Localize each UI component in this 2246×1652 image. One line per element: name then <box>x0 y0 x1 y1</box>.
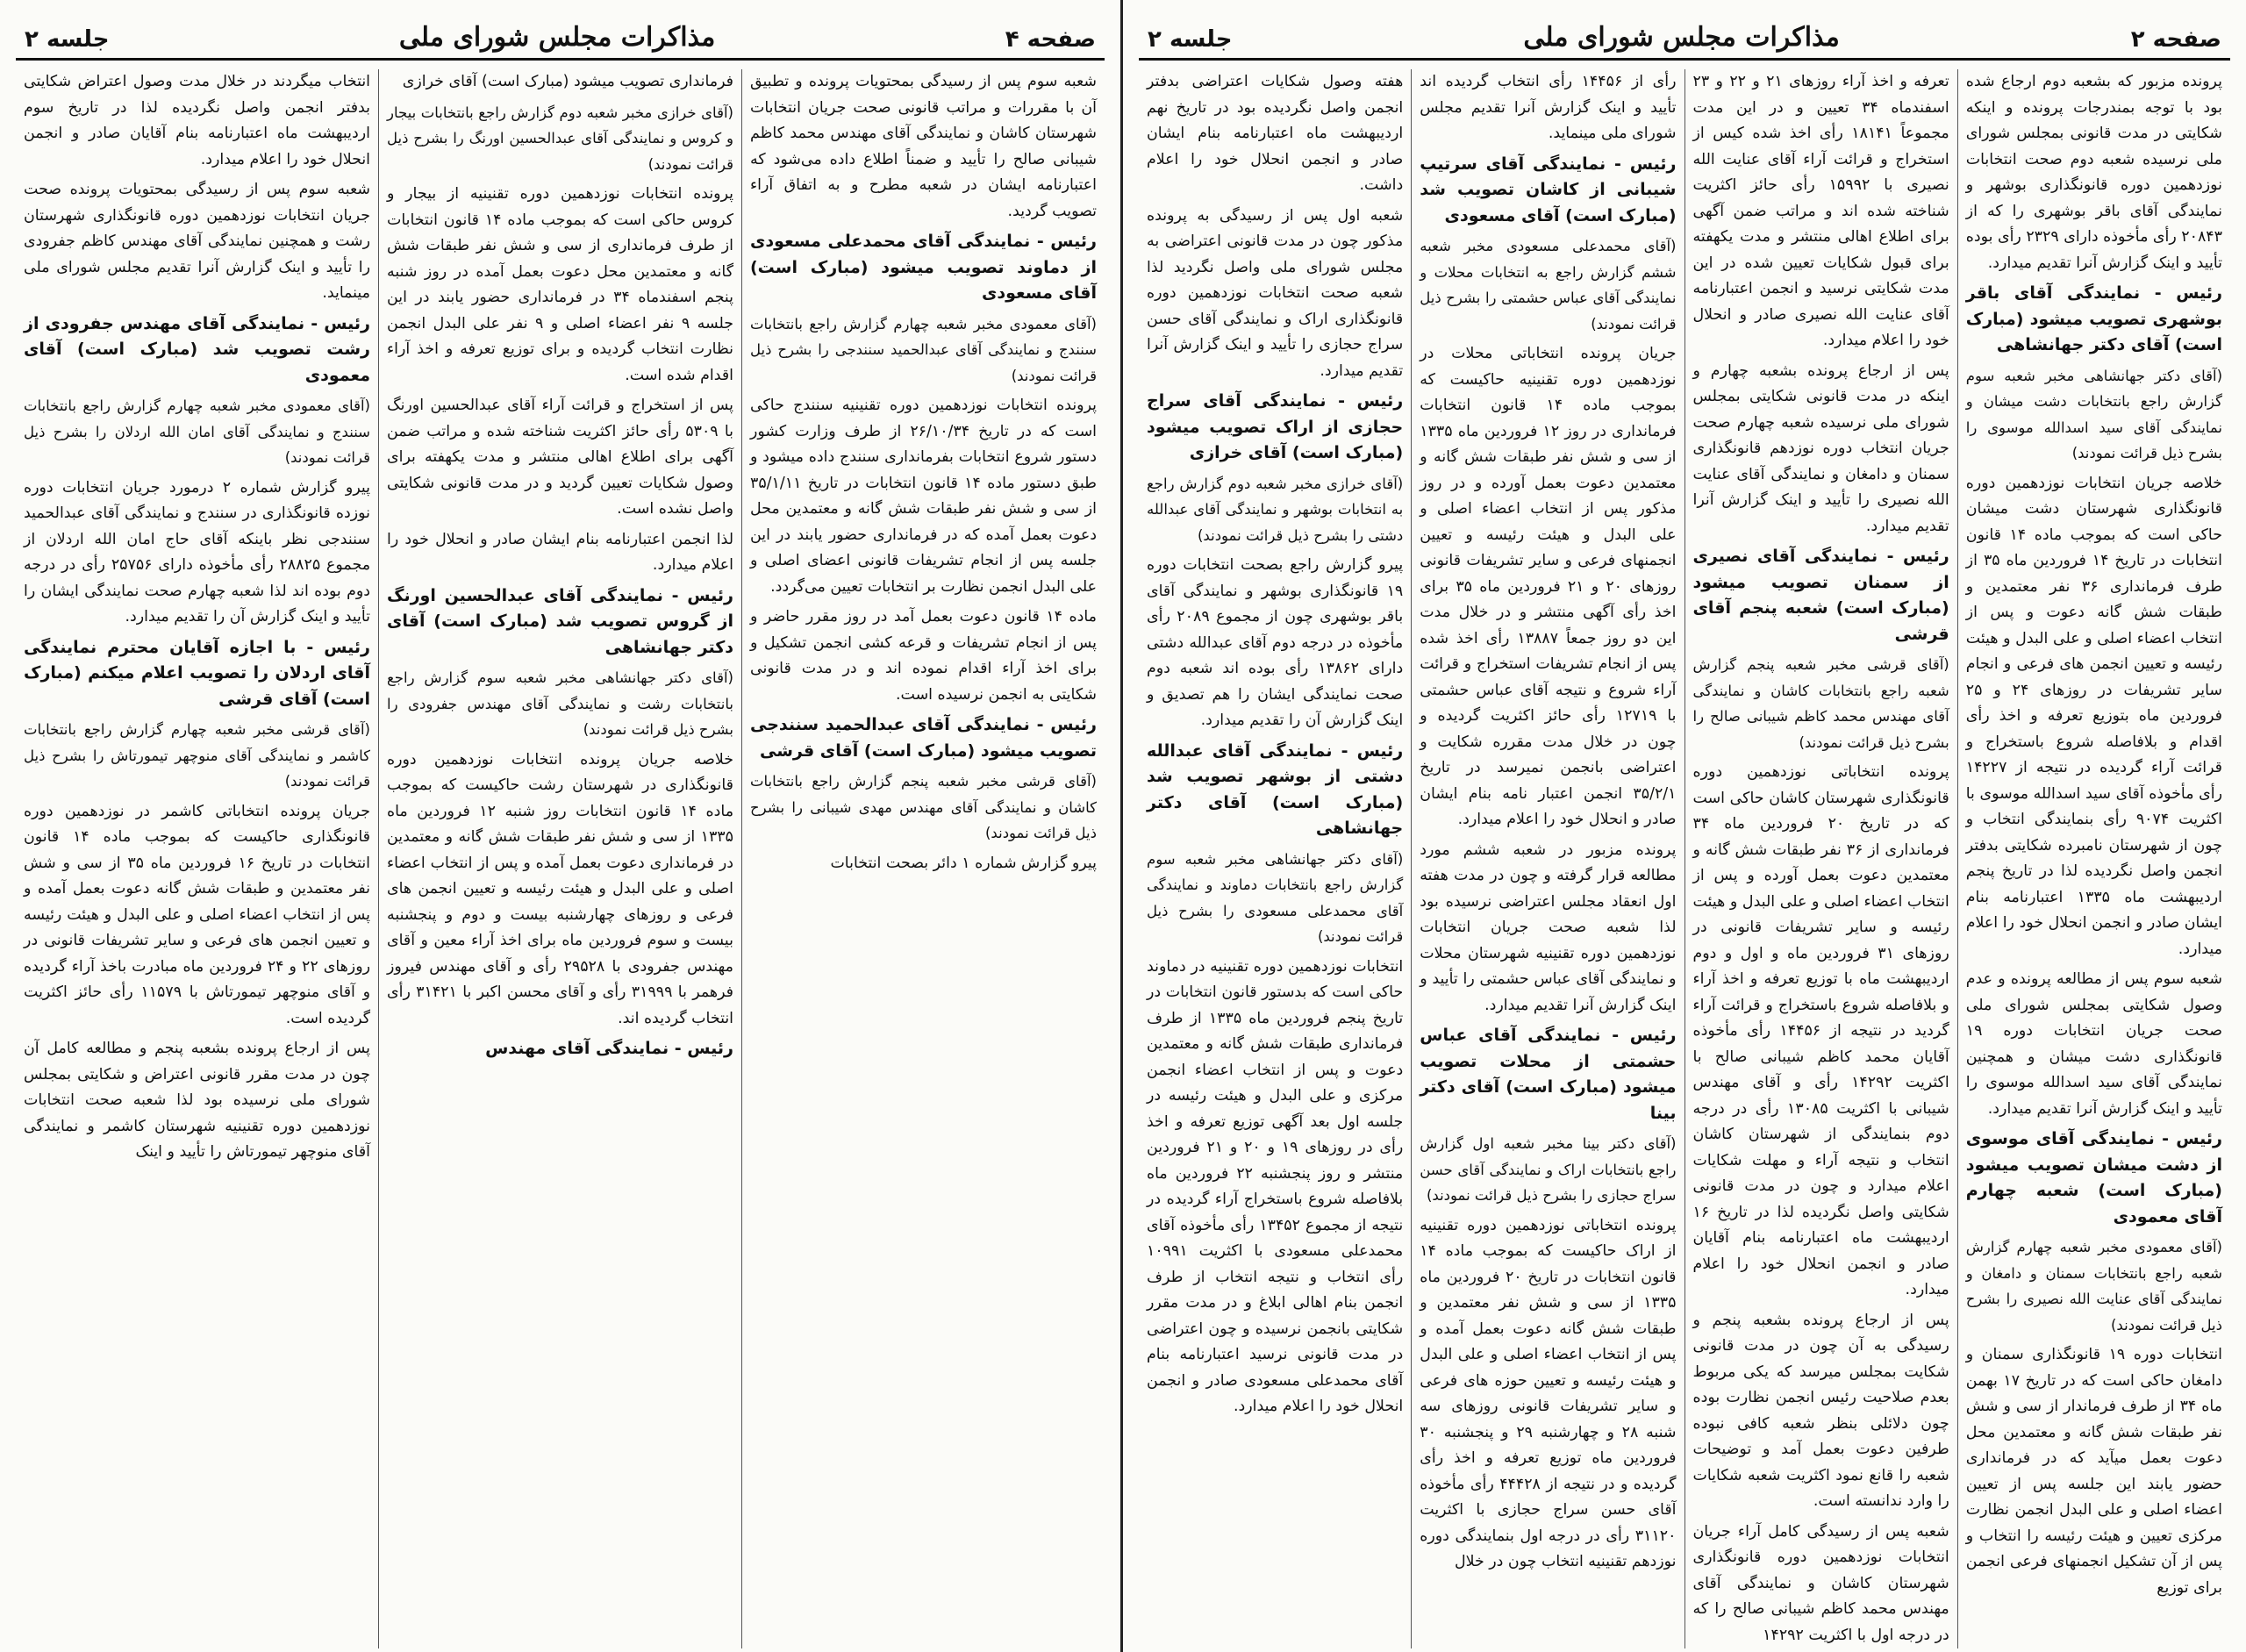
paragraph: پیرو گزارش راجع بصحت انتخابات دوره ۱۹ قانونگذاری بوشهر و نمایندگی آقای باقر بوشهری چون از مجموع ۲۰۸۹ رأی مأخوذه در درجه دوم آقای عبدالله دشتی دارای ۱۳۸۶۲ رأی بوده اند شعبه دوم صحت نمایندگی ایشان را هم تصدیق و اینک گزارش آن را تقدیم میدارد. <box>1147 556 1404 729</box>
paragraph: جریان پرونده انتخاباتی محلات در نوزدهمین دوره تقنینیه حاکیست که بموجب ماده ۱۴ قانون انتخابات فرمانداری در روز ۱۲ فروردین ماه ۱۳۳۵ از سی و شش نفر طبقات شش گانه و معتمدین دعوت بعمل آورده و در روز مذکور پس از انتخاب اعضاء اصلی و علی البدل و هیئت رئیسه و تعیین انجمنهای فرعی و سایر تشریفات قانونی روزهای ۲۰ و ۲۱ فروردین ماه ۳۵ برای اخذ رأی آگهی منتشر و در خلال مدت این دو روز جمعاً ۱۳۸۸۷ رأی اخذ شده پس از انجام تشریفات استخراج و قرائت آراء شروع و نتیجه آقای عباس حشمتی با ۱۲۷۱۹ رأی حائز اکثریت گردیده و چون در خلال مدت مقرره شکایت و اعتراضی بانجمن نمیرسد در تاریخ ۳۵/۲/۱ انجمن اعتبار نامه بنام ایشان صادر و انحلال خود را اعلام میدارد. <box>1420 345 1677 828</box>
page-right <box>1123 0 2246 1652</box>
paragraph: رئیس - نمایندگی آقای مهندس جفرودی از رشت تصویب شد (مبارک است) آقای معمودی <box>24 313 370 385</box>
paragraph: (آقای محمدعلی مسعودی مخبر شعبه ششم گزارش راجع به انتخابات محلات و نمایندگی آقای عباس حشمتی را بشرح ذیل قرائت نمودند) <box>1420 238 1677 333</box>
paragraph: خلاصه جریان پرونده انتخابات نوزدهمین دوره قانونگذاری در شهرستان رشت حاکیست که بموجب ماده ۱۴ قانون انتخابات روز شنبه ۱۲ فروردین ماه ۱۳۳۵ از سی و شش نفر طبقات شش گانه و معتمدین در فرمانداری دعوت بعمل آمده و پس از انتخاب اعضاء اصلی و علی البدل و هیئت رئیسه و تعیین انجمن های فرعی و روزهای چهارشنبه بیست و دوم و پنجشنبه بیست و سوم فروردین ماه برای اخذ آراء معین و آقای مهندس جفرودی با ۲۹۵۲۸ رأی و آقای مهندس فیروز فرهمر با ۳۱۹۹۹ رأی و آقای محسن اکبر با ۳۱۴۲۱ رأی انتخاب گردیده اند. <box>387 750 734 1027</box>
paragraph: رئیس - نمایندگی آقای سرتیپ شیبانی از کاشان تصویب شد (مبارک است) آقای مسعودی <box>1420 154 1677 225</box>
page-header <box>1139 12 2230 61</box>
paragraph: رئیس - نمایندگی آقای محمدعلی مسعودی از دماوند تصویب میشود (مبارک است) آقای مسعودی <box>750 232 1097 303</box>
paragraph: پس از ارجاع پرونده بشعبه پنجم و رسیدگی به آن چون در مدت قانونی شکایت بمجلس میرسد که یکی مربوط بعدم صلاحیت رئیس انجمن نظارت بوده چون دلائلی بنظر شعبه کافی نبوده طرفین دعوت بعمل آمد و توضیحات شعبه را قانع نمود اکثریت شعبه شکایات را وارد ندانسته است. <box>1692 1311 1949 1510</box>
paragraph: رئیس - با اجازه آقایان محترم نمایندگی آقای اردلان را تصویب اعلام میکنم (مبارک است) آقای قرشی <box>24 637 370 709</box>
paragraph: پس از ارجاع پرونده بشعبه پنجم و مطالعه کامل آن چون در مدت مقرر قانونی اعتراض و شکایتی بمجلس شورای ملی نرسیده بود لذا شعبه صحت انتخابات نوزدهمین دوره تقنینیه شهرستان کاشمر و نمایندگی آقای منوچهر تیمورتاش را تأیید و اینک <box>24 1040 370 1161</box>
paragraph: فرمانداری تصویب میشود (مبارک است) آقای خرازی <box>402 73 733 90</box>
paragraph: هفته وصول شکایات اعتراضی بدفتر انجمن واصل نگردیده بود در تاریخ نهم اردیبهشت ماه اعتبارنامه بنام ایشان صادر و انجمن انحلال خود را اعلام داشت. <box>1147 73 1404 194</box>
page-title: مذاکرات مجلس شورای ملی <box>1523 22 1840 53</box>
paragraph: رأی از ۱۴۴۵۶ رأی انتخاب گردیده اند تأیید و اینک گزارش آنرا تقدیم مجلس شورای ملی مینماید. <box>1420 73 1677 142</box>
session-label: جلسه ۲ <box>25 26 110 53</box>
page-number: صفحه ۴ <box>1005 26 1096 53</box>
paragraph: (آقای دکتر جهانشاهی مخبر شعبه سوم گزارش راجع بانتخابات دشت میشان و نمایندگی آقای سید اسدالله موسوی را بشرح ذیل قرائت نمودند) <box>1965 367 2222 461</box>
page-number: صفحه ۲ <box>2130 26 2221 53</box>
paragraph: پیرو گزارش شماره ۱ دائر بصحت انتخابات <box>830 854 1097 872</box>
paragraph: رئیس - نمایندگی آقای سراج حجازی از اراک تصویب میشود (مبارک است) آقای خرازی <box>1147 391 1404 462</box>
paragraph: پرونده مزبور که بشعبه دوم ارجاع شده بود با توجه بمندرجات پرونده و اینکه شکایتی در مدت قانونی بمجلس شورای ملی نرسیده شعبه دوم صحت انتخابات نوزدهمین دوره قانونگذاری بوشهر و نمایندگی آقای باقر بوشهری را که از ۲۰۸۴۳ رأی مأخوذه دارای ۲۳۲۹ رأی بوده تأیید و اینک گزارش آنرا تقدیم میدارد. <box>1965 73 2222 272</box>
paragraph: پرونده انتخاباتی نوزدهمین دوره قانونگذاری شهرستان کاشان حاکی است که در تاریخ ۲۰ فروردین ماه ۳۴ فرمانداری از ۳۶ نفر طبقات شش گانه و معتمدین دعوت بعمل آورده و پس از انتخاب اعضاء اصلی و علی البدل و هیئت رئیسه و سایر تشریفات قانونی در روزهای ۳۱ فروردین ماه و اول و دوم اردیبهشت ماه با توزیع تعرفه و اخذ آراء و بلافاصله شروع باستخراج و قرائت آراء گردید در نتیجه از ۱۴۴۵۶ رأی مأخوذه آقایان محمد کاظم شیبانی صالح با اکثریت ۱۴۲۹۲ رأی و آقای مهندس شیبانی با اکثریت ۱۳۰۸۵ رأی در درجه دوم بنمایندگی از شهرستان کاشان انتخاب و نتیجه آراء و مهلت شکایات اعلام میدارد و چون در مدت قانونی شکایتی واصل نگردیده لذا در تاریخ ۱۶ اردیبهشت ماه اعتبارنامه بنام آقایان صادر و انجمن انحلال خود را اعلام میدارد. <box>1692 763 1949 1298</box>
paragraph: انتخابات نوزدهمین دوره تقنینیه در دماوند حاکی است که بدستور قانون انتخابات در تاریخ پنجم فروردین ماه ۱۳۳۵ از طرف فرمانداری طبقات شش گانه و معتمدین دعوت و پس از انتخاب اعضاء انجمن مرکزی و علی البدل و هیئت رئیسه در جلسه اول بعد آگهی توزیع تعرفه و اخذ رأی در روزهای ۱۹ و ۲۰ و ۲۱ فروردین منتشر و روز پنجشنبه ۲۲ فروردین ماه بلافاصله شروع باستخراج آراء گردیده در نتیجه از مجموع ۱۳۴۵۲ رأی مأخوذه آقای محمدعلی مسعودی با اکثریت ۱۰۹۹۱ رأی انتخاب و نتیجه انتخاب از طرف انجمن بنام اهالی ابلاغ و در مدت مقرر شکایتی بانجمن نرسیده و چون اعتراضی در مدت قانونی نرسید اعتبارنامه بنام آقای محمدعلی مسعودی صادر و انجمن انحلال خود را اعلام میدارد. <box>1147 957 1404 1415</box>
paragraph: انتخابات دوره ۱۹ قانونگذاری سمنان و دامغان حاکی است که در تاریخ ۱۷ بهمن ماه ۳۴ از طرف فرماندار از سی و شش نفر طبقات شش گانه و معتمدین محل دعوت بعمل میآید که در فرمانداری حضور یابند این جلسه پس از تعیین اعضاء اصلی و علی البدل انجمن نظارت مرکزی تعیین و هیئت رئیسه را انتخاب و پس از آن تشکیل انجمنهای فرعی انجمن برای توزیع <box>1965 1346 2222 1597</box>
paragraph: (آقای دکتر جهانشاهی مخبر شعبه سوم گزارش راجع بانتخابات رشت و نمایندگی آقای مهندس جفرودی را بشرح ذیل قرائت نمودند) <box>387 669 733 738</box>
paragraph: (آقای قرشی مخبر شعبه پنجم گزارش راجع بانتخابات کاشان و نمایندگی آقای مهندس مهدی شیبانی را بشرح ذیل قرائت نمودند) <box>750 773 1097 841</box>
paragraph: (آقای دکتر بینا مخبر شعبه اول گزارش راجع بانتخابات اراک و نمایندگی آقای حسن سراج حجازی را بشرح ذیل قرائت نمودند) <box>1420 1135 1677 1204</box>
text-column <box>1957 69 2230 1648</box>
paragraph: انتخاب میگردند در خلال مدت وصول اعتراض شکایتی بدفتر انجمن واصل نگردیده لذا در تاریخ سوم اردیبهشت ماه اعتبارنامه بنام آقایان صادر و انجمن انحلال خود را اعلام میدارد. <box>24 73 370 168</box>
paragraph: لذا انجمن اعتبارنامه بنام ایشان صادر و انحلال خود را اعلام میدارد. <box>387 530 733 574</box>
paragraph: رئیس - نمایندگی آقای عبدالحمید سنندجی تصویب میشود (مبارک است) آقای قرشی <box>750 715 1097 761</box>
text-columns <box>1139 69 2230 1648</box>
text-column <box>741 69 1105 1648</box>
paragraph: شعبه سوم پس از مطالعه پرونده و عدم وصول شکایتی بمجلس شورای ملی صحت جریان انتخابات دوره ۱۹ قانونگذاری دشت میشان و همچنین نمایندگی آقای سید اسدالله موسوی را تأیید و اینک گزارش آنرا تقدیم میدارد. <box>1965 970 2222 1118</box>
paragraph: رئیس - نمایندگی آقای عبدالله دشتی از بوشهر تصویب شد (مبارک است) آقای دکتر جهانشاهی <box>1147 740 1404 838</box>
paragraph: (آقای خرازی مخبر شعبه دوم گزارش راجع به انتخابات بوشهر و نمایندگی آقای عبدالله دشتی را بشرح ذیل قرائت نمودند) <box>1147 475 1404 544</box>
paragraph: جریان پرونده انتخاباتی کاشمر در نوزدهمین دوره قانونگذاری حاکیست که بموجب ماده ۱۴ قانون انتخابات در تاریخ ۱۶ فروردین ماه ۳۵ از سی و شش نفر معتمدین و طبقات شش گانه دعوت بعمل آمده و پس از انتخاب اعضاء اصلی و علی البدل و هیئت رئیسه و تعیین انجمن های فرعی و سایر تشریفات قانونی در روزهای ۲۲ و ۲۴ فروردین ماه مبادرت باخذ آراء گردیده و آقای منوچهر تیمورتاش با ۱۱۵۷۹ رأی حائز اکثریت گردیده است. <box>24 802 370 1027</box>
paragraph: پرونده انتخاباتی نوزدهمین دوره تقنینیه از اراک حاکیست که بموجب ماده ۱۴ قانون انتخابات در تاریخ ۲۰ فروردین ماه ۱۳۳۵ از سی و شش نفر معتمدین و طبقات شش گانه دعوت بعمل آمده و پس از انتخاب اعضاء اصلی و علی البدل و هیئت رئیسه و تعیین حوزه های فرعی و سایر تشریفات قانونی روزهای سه شنبه ۲۸ و چهارشنبه ۲۹ و پنجشنبه ۳۰ فروردین ماه توزیع تعرفه و اخذ رأی گردیده و در نتیجه از ۴۴۴۲۸ رأی مأخوذه آقای حسن سراج حجازی با اکثریت ۳۱۱۲۰ رأی در درجه اول بنمایندگی دوره نوزدهم تقنینیه انتخاب چون در خلال <box>1420 1216 1677 1570</box>
paragraph: (آقای قرشی مخبر شعبه چهارم گزارش راجع بانتخابات کاشمر و نمایندگی آقای منوچهر تیمورتاش را بشرح ذیل قرائت نمودند) <box>24 721 370 790</box>
paragraph: رئیس - نمایندگی آقای مهندس <box>485 1039 733 1058</box>
paragraph: پرونده انتخابات نوزدهمین دوره تقنینیه سنندج حاکی است که در تاریخ ۲۶/۱۰/۳۴ از طرف وزارت کشور دستور شروع انتخابات بفرمانداری سنندج داده میشود و طبق دستور ماده ۱۴ قانون انتخابات در تاریخ ۳۵/۱/۱۱ از سی و شش نفر طبقات شش گانه و معتمدین محل دعوت بعمل آمده که در فرمانداری حضور یابند در این جلسه پس از انجام تشریفات قانونی اعضای اصلی و علی البدل انجمن نظارت بر انتخابات تعیین می‌گردد. <box>750 397 1097 596</box>
paragraph: ماده ۱۴ قانون دعوت بعمل آمد در روز مقرر حاضر و پس از انجام تشریفات و قرعه کشی انجمن تشکیل و برای اخذ آراء اقدام نموده اند و در مدت قانونی شکایتی به انجمن نرسیده است. <box>750 608 1098 704</box>
paragraph: (آقای قرشی مخبر شعبه پنجم گزارش شعبه راجع بانتخابات کاشان و نمایندگی آقای مهندس محمد کاظم شیبانی صالح را بشرح ذیل قرائت نمودند) <box>1692 656 1949 751</box>
text-column <box>378 69 741 1648</box>
paragraph: (آقای معمودی مخبر شعبه چهارم گزارش راجع بانتخابات سنندج و نمایندگی آقای عبدالحمید سنندجی را بشرح ذیل قرائت نمودند) <box>750 315 1097 384</box>
paragraph: پیرو گزارش شماره ۲ درمورد جریان انتخابات دوره نوزده قانونگذاری در سنندج و نمایندگی آقای عبدالحمید سنندجی نظر باینکه آقای حاج امان الله اردلان از مجموع ۲۸۸۲۵ رأی مأخوذه دارای ۲۵۷۵۶ رأی در درجه دوم بوده اند لذا شعبه چهارم صحت نمایندگی ایشان را تأیید و اینک گزارش آن را تقدیم میدارد. <box>24 478 371 626</box>
paragraph: رئیس - نمایندگی آقای باقر بوشهری تصویب میشود (مبارک است) آقای دکتر جهانشاهی <box>1965 283 2222 354</box>
text-column <box>1411 69 1684 1648</box>
paragraph: (آقای معمودی مخبر شعبه چهارم گزارش شعبه راجع بانتخابات سمنان و دامغان و نمایندگی آقای عنایت الله نصیری را بشرح ذیل قرائت نمودند) <box>1965 1239 2222 1334</box>
paragraph: (آقای خرازی مخبر شعبه دوم گزارش راجع بانتخابات بیجار و کروس و نمایندگی آقای عبدالحسین اورنگ را بشرح ذیل قرائت نمودند) <box>387 104 733 173</box>
paragraph: پرونده مزبور در شعبه ششم مورد مطالعه قرار گرفته و چون در مدت هفته اول انعقاد مجلس اعتراضی نرسیده بود لذا شعبه صحت جریان انتخابات نوزدهمین دوره تقنینیه شهرستان محلات و نمایندگی آقای عباس حشمتی را تأیید و اینک گزارش آنرا تقدیم میدارد. <box>1420 840 1677 1014</box>
paragraph: پس از ارجاع پرونده بشعبه چهارم و اینکه در مدت قانونی شکایتی بمجلس شورای ملی نرسیده شعبه چهارم صحت جریان انتخاب دوره نوزدهم قانونگذاری سمنان و دامغان و نمایندگی آقای عنایت الله نصیری را تأیید و اینک گزارش آنرا تقدیم میدارد. <box>1692 361 1949 535</box>
paragraph: رئیس - نمایندگی آقای عبدالحسین اورنگ از گروس تصویب شد (مبارک است) آقای دکتر جهانشاهی <box>387 585 733 657</box>
paragraph: (آقای معمودی مخبر شعبه چهارم گزارش راجع بانتخابات سنندج و نمایندگی آقای امان الله اردلان را بشرح ذیل قرائت نمودند) <box>24 397 370 466</box>
text-columns <box>16 69 1105 1648</box>
paragraph: شعبه سوم پس از رسیدگی بمحتویات پرونده صحت جریان انتخابات نوزدهمین دوره قانونگذاری شهرستان رشت و همچنین نمایندگی آقای مهندس کاظم جفرودی را تأیید و اینک گزارش آنرا تقدیم مجلس شورای ملی مینماید. <box>24 181 370 302</box>
paragraph: شعبه سوم پس از رسیدگی بمحتویات پرونده و تطبیق آن با مقررات و مراتب قانونی صحت جریان انتخابات شهرستان کاشان و نمایندگی آقای مهندس محمد کاظم شیبانی صالح را تأیید و ضمناً اطلاع داده می‌شود که اعتبارنامه ایشان در شعبه مطرح و به اتفاق آراء تصویب گردید. <box>750 73 1097 220</box>
paragraph: پس از استخراج و قرائت آراء آقای عبدالحسین اورنگ با ۵۳۰۹ رأی حائز اکثریت شناخته شده و مراتب ضمن آگهی برای اطلاع اهالی منتشر و مدت یکهفته برای وصول شکایات تعیین گردید و در مدت قانونی شکایتی واصل نشده است. <box>387 397 733 518</box>
paragraph: خلاصه جریان انتخابات نوزدهمین دوره قانونگذاری شهرستان دشت میشان حاکی است که بموجب ماده ۱۴ قانون انتخابات در تاریخ ۱۴ فروردین ماه ۳۵ از طرف فرمانداری ۳۶ نفر معتمدین و طبقات شش گانه دعوت و پس از انتخاب اعضاء اصلی و علی البدل و هیئت رئیسه و تعیین انجمن های فرعی و انجام سایر تشریفات در روزهای ۲۴ و ۲۵ فروردین ماه بتوزیع تعرفه و اخذ رأی اقدام و بلافاصله شروع باستخراج و قرائت آراء گردیده در نتیجه از ۱۴۲۲۷ رأی مأخوذه آقای سید اسدالله موسوی با اکثریت ۹۰۷۴ رأی بنمایندگی انتخاب و چون از شهرستان نامبرده شکایتی بدفتر انجمن واصل نگردیده لذا در تاریخ پنجم اردیبهشت ماه ۱۳۳۵ اعتبارنامه بنام ایشان صادر و انجمن انحلال خود را اعلام میدارد. <box>1965 474 2222 958</box>
text-column <box>1684 69 1957 1648</box>
paragraph: رئیس - نمایندگی آقای نصیری از سمنان تصویب میشود (مبارک است) شعبه پنجم آقای قرشی <box>1692 547 1949 644</box>
paragraph: (آقای دکتر جهانشاهی مخبر شعبه سوم گزارش راجع بانتخابات دماوند و نمایندگی آقای محمدعلی مسعودی را بشرح ذیل قرائت نمودند) <box>1147 850 1404 945</box>
session-label: جلسه ۲ <box>1148 26 1233 53</box>
page-header <box>16 12 1105 61</box>
text-column <box>1139 69 1411 1648</box>
paragraph: رئیس - نمایندگی آقای عباس حشمتی از محلات تصویب میشود (مبارک است) آقای دکتر بینا <box>1420 1026 1677 1123</box>
paragraph: شعبه پس از رسیدگی کامل آراء جریان انتخابات نوزدهمین دوره قانونگذاری شهرستان کاشان و نمایندگی آقای مهندس محمد کاظم شیبانی صالح را که در درجه اول با اکثریت ۱۴۲۹۲ <box>1692 1522 1949 1644</box>
paragraph: پرونده انتخابات نوزدهمین دوره تقنینیه از بیجار و کروس حاکی است که بموجب ماده ۱۴ قانون انتخابات از طرف فرمانداری از سی و شش نفر طبقات شش گانه و معتمدین محل دعوت بعمل آمده در روز شنبه پنجم اسفندماه ۳۴ در فرمانداری حضور یابند در این جلسه ۹ نفر اعضاء اصلی و ۹ نفر علی البدل انجمن نظارت انتخاب گردیده و برای توزیع تعرفه و اخذ آراء اقدام شده است. <box>387 185 734 384</box>
paragraph: شعبه اول پس از رسیدگی به پرونده مذکور چون در مدت قانونی اعتراضی به مجلس شورای ملی واصل نگردید لذا شعبه صحت انتخابات نوزدهمین دوره قانونگذاری اراک و نمایندگی آقای حسن سراج حجازی را تأیید و اینک گزارش آنرا تقدیم میدارد. <box>1147 206 1404 380</box>
paragraph: تعرفه و اخذ آراء روزهای ۲۱ و ۲۲ و ۲۳ اسفندماه ۳۴ تعیین و در این مدت مجموعاً ۱۸۱۴۱ رأی اخذ شده کیس از استخراج و قرائت آراء آقای عنایت الله نصیری با ۱۵۹۹۲ رأی حائز اکثریت شناخته شده اند و مراتب ضمن آگهی برای اطلاع اهالی منتشر و مدت یکهفته برای قبول شکایات تعیین شده در این مدت شکایتی نرسید و انجمن اعتبارنامه آقای عنایت الله نصیری صادر و انحلال خود را اعلام میدارد. <box>1692 73 1949 349</box>
text-column <box>16 69 378 1648</box>
paragraph: رئیس - نمایندگی آقای موسوی از دشت میشان تصویب میشود (مبارک است) شعبه چهارم آقای معمودی <box>1965 1129 2222 1226</box>
page-title: مذاکرات مجلس شورای ملی <box>398 22 716 53</box>
